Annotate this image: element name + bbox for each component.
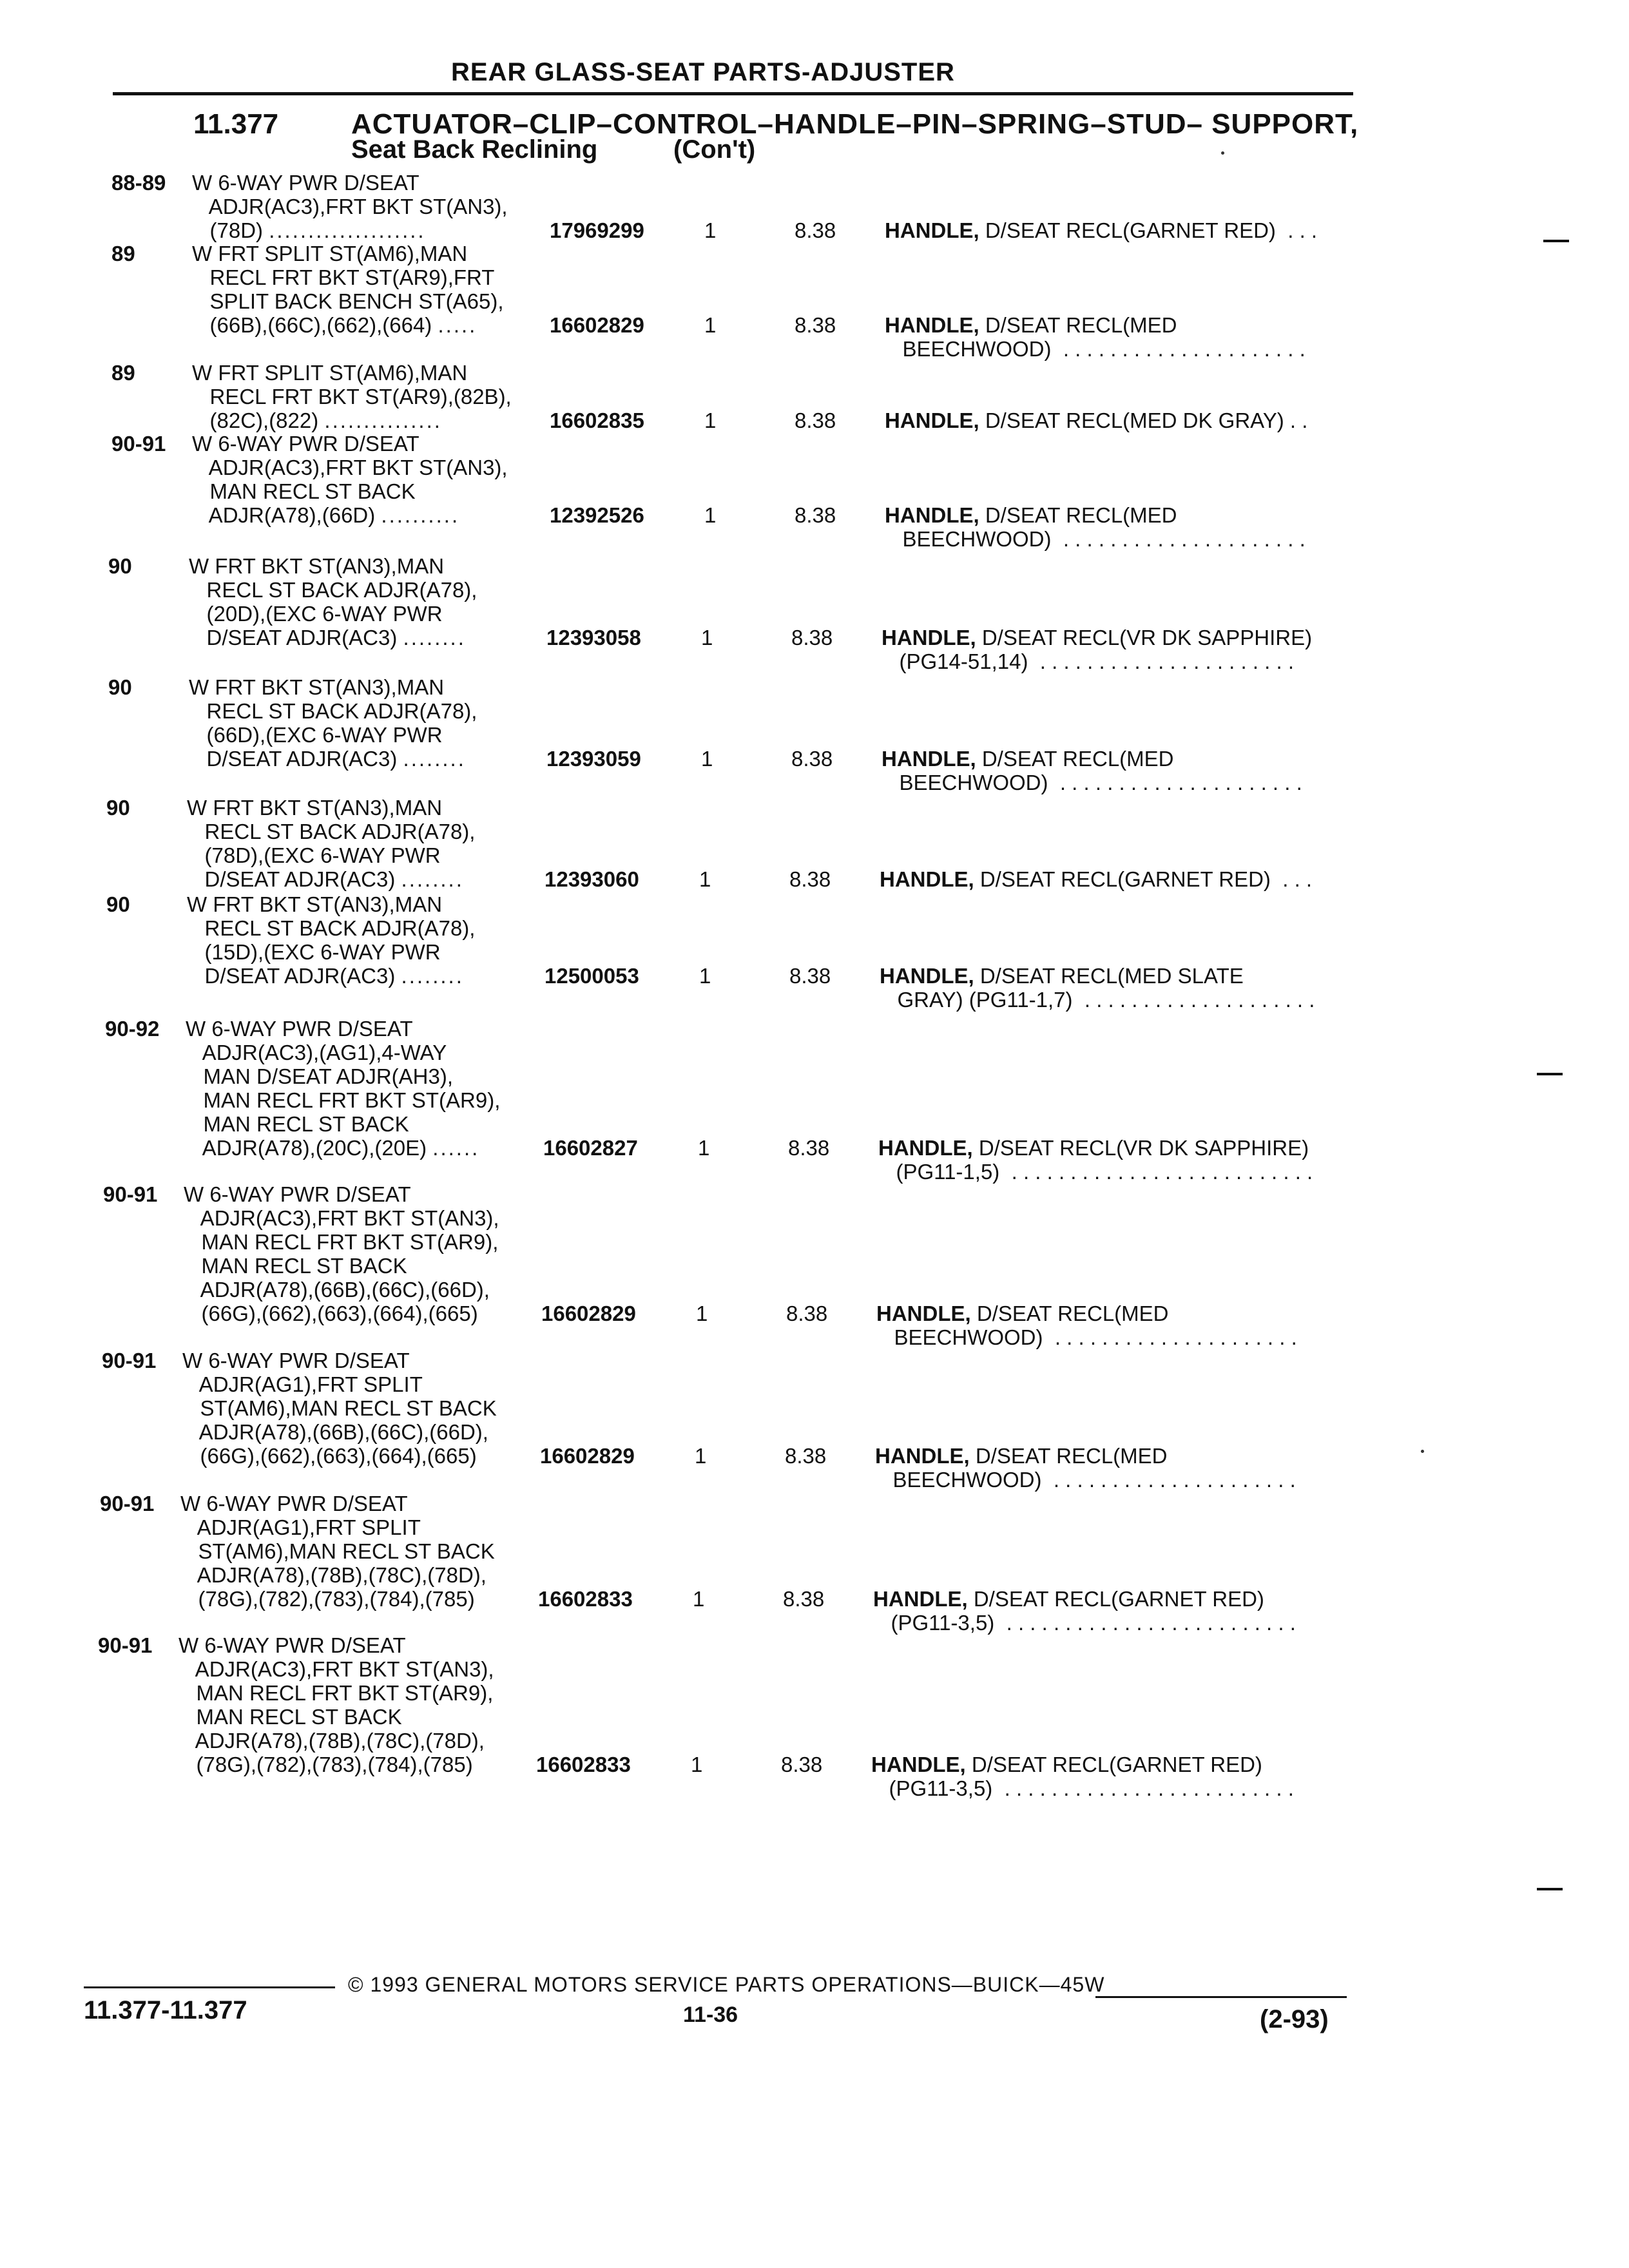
usage-line: [180, 1492, 657, 1515]
part-description: [880, 867, 1369, 891]
usage-line: [187, 916, 664, 940]
part-description: [876, 1302, 1366, 1349]
usage-line: [192, 242, 669, 265]
usage-text: W FRT SPLIT ST(AM6),MAN: [192, 361, 468, 385]
model-year: 88-89: [111, 171, 166, 195]
price: 8.38: [788, 1136, 830, 1160]
usage-line: [192, 385, 669, 408]
part-number: 16602833: [538, 1587, 633, 1611]
price: 8.38: [791, 626, 833, 649]
part-line: [880, 988, 1369, 1012]
part-name: HANDLE,: [875, 1444, 970, 1468]
part-number: 12392526: [550, 503, 644, 527]
part-detail: BEECHWOOD) . . . . . . . . . . . . . . . . . . . . .: [882, 771, 1302, 794]
dot-leader: ...............: [324, 408, 442, 432]
model-year: 89: [111, 242, 135, 265]
usage-line: [180, 1515, 657, 1539]
scan-speck: [1421, 1450, 1424, 1453]
part-detail: (PG11-3,5) . . . . . . . . . . . . . . . . . . . . . . . . .: [871, 1776, 1294, 1800]
price: 8.38: [795, 313, 836, 337]
part-line: [885, 218, 1374, 242]
part-number: 16602827: [543, 1136, 638, 1160]
usage-line: [186, 1041, 662, 1064]
usage-text: RECL FRT BKT ST(AR9),(82B),: [192, 385, 512, 408]
usage-text: ADJR(AC3),FRT BKT ST(AN3),: [184, 1206, 499, 1230]
quantity: 1: [693, 1587, 705, 1611]
usage-line: [189, 554, 666, 578]
quantity: 1: [704, 408, 717, 432]
usage-line: [189, 675, 666, 699]
dot-leader: ......: [432, 1136, 480, 1160]
model-year: 90-91: [100, 1492, 155, 1515]
part-detail: BEECHWOOD) . . . . . . . . . . . . . . . . . . . . .: [875, 1468, 1296, 1492]
model-year: 90: [108, 554, 132, 578]
usage-text: (15D),(EXC 6-WAY PWR: [187, 940, 441, 964]
margin-tick: [1537, 1888, 1563, 1890]
part-description: [882, 626, 1371, 673]
usage-text: (78D),(EXC 6-WAY PWR: [187, 843, 441, 867]
usage-text: ADJR(A78),(20C),(20E): [186, 1136, 427, 1160]
usage-text: D/SEAT ADJR(AC3): [189, 747, 398, 771]
usage-line: [187, 843, 664, 867]
part-line: [885, 408, 1374, 432]
usage-text: (78G),(782),(783),(784),(785): [180, 1587, 475, 1611]
footer-rule: [84, 1986, 335, 1988]
usage-line: [184, 1230, 660, 1254]
usage-line: [182, 1420, 659, 1444]
part-line: [880, 867, 1369, 891]
usage-text: (78D): [192, 218, 264, 242]
usage-text: RECL ST BACK ADJR(A78),: [187, 820, 476, 843]
usage-line: [189, 602, 666, 626]
part-line: [885, 313, 1374, 337]
part-detail: BEECHWOOD) . . . . . . . . . . . . . . . . . . . . .: [876, 1325, 1297, 1349]
usage-line: [187, 820, 664, 843]
model-year: 90: [106, 892, 130, 916]
part-description: [875, 1444, 1365, 1492]
part-detail: BEECHWOOD) . . . . . . . . . . . . . . . . . . . . .: [885, 337, 1306, 361]
usage-line: [192, 195, 669, 218]
usage-text: ST(AM6),MAN RECL ST BACK: [182, 1396, 497, 1420]
usage-text: W 6-WAY PWR D/SEAT: [192, 432, 419, 456]
part-description: [885, 408, 1374, 432]
part-detail: D/SEAT RECL(GARNET RED) . . .: [985, 218, 1318, 242]
usage-line: [186, 1064, 662, 1088]
part-detail: D/SEAT RECL(GARNET RED): [973, 1587, 1264, 1611]
usage-line: [192, 361, 669, 385]
usage-text: MAN RECL ST BACK: [186, 1112, 409, 1136]
part-name: HANDLE,: [882, 626, 976, 649]
usage-line: [178, 1705, 655, 1729]
usage-line: [192, 456, 669, 479]
dot-leader: ........: [401, 964, 464, 988]
part-line: [871, 1776, 1361, 1800]
usage-text: (20D),(EXC 6-WAY PWR: [189, 602, 443, 626]
part-detail: GRAY) (PG11-1,7) . . . . . . . . . . . . . . . . . . . .: [880, 988, 1315, 1012]
usage-text: D/SEAT ADJR(AC3): [187, 964, 396, 988]
model-year: 90: [106, 796, 130, 820]
usage-text: MAN RECL FRT BKT ST(AR9),: [184, 1230, 499, 1254]
scan-speck: [1221, 151, 1224, 155]
dot-leader: ..........: [381, 503, 460, 527]
quantity: 1: [691, 1753, 703, 1776]
usage-text: MAN RECL ST BACK: [192, 479, 416, 503]
part-line: [876, 1325, 1366, 1349]
usage-text: W 6-WAY PWR D/SEAT: [182, 1349, 410, 1372]
usage-line: [189, 578, 666, 602]
usage-line: [182, 1396, 659, 1420]
part-description: [885, 503, 1374, 551]
part-name: HANDLE,: [885, 408, 979, 432]
usage-line: [186, 1112, 662, 1136]
usage-text: MAN RECL FRT BKT ST(AR9),: [186, 1088, 501, 1112]
usage-line: [187, 796, 664, 820]
part-detail: D/SEAT RECL(GARNET RED) . . .: [979, 867, 1313, 891]
model-year: 90-92: [105, 1017, 160, 1041]
usage-text: ADJR(A78),(66B),(66C),(66D),: [182, 1420, 488, 1444]
usage-text: ADJR(A78),(66B),(66C),(66D),: [184, 1278, 490, 1302]
part-name: HANDLE,: [885, 503, 979, 527]
usage-text: D/SEAT ADJR(AC3): [187, 867, 396, 891]
usage-line: [184, 1254, 660, 1278]
section-range: 11.377-11.377: [84, 1996, 247, 2024]
page-title: REAR GLASS-SEAT PARTS-ADJUSTER: [451, 58, 955, 86]
margin-tick: [1543, 240, 1569, 242]
quantity: 1: [701, 626, 713, 649]
model-year: 90-91: [103, 1182, 158, 1206]
part-description: [880, 964, 1369, 1012]
part-detail: (PG11-1,5) . . . . . . . . . . . . . . . . . . . . . . . . . .: [878, 1160, 1313, 1184]
quantity: 1: [699, 867, 711, 891]
part-detail: D/SEAT RECL(GARNET RED): [971, 1753, 1262, 1776]
usage-line: [192, 171, 669, 195]
part-detail: (PG14-51,14) . . . . . . . . . . . . . . . . . . . . . .: [882, 649, 1295, 673]
part-detail: D/SEAT RECL(MED: [975, 1444, 1168, 1468]
usage-line: [180, 1539, 657, 1563]
usage-text: W 6-WAY PWR D/SEAT: [178, 1633, 406, 1657]
model-year: 90-91: [98, 1633, 153, 1657]
part-number: 16602829: [540, 1444, 635, 1468]
usage-text: (82C),(822): [192, 408, 319, 432]
usage-text: W 6-WAY PWR D/SEAT: [192, 171, 419, 195]
part-description: [873, 1587, 1363, 1635]
price: 8.38: [781, 1753, 823, 1776]
quantity: 1: [698, 1136, 710, 1160]
continued-label: (Con't): [673, 135, 756, 164]
part-detail: D/SEAT RECL(MED DK GRAY) . .: [985, 408, 1308, 432]
price: 8.38: [791, 747, 833, 771]
part-detail: BEECHWOOD) . . . . . . . . . . . . . . . . . . . . .: [885, 527, 1306, 551]
dot-leader: .....: [438, 313, 477, 337]
price: 8.38: [795, 218, 836, 242]
page-number: 11-36: [683, 2003, 738, 2027]
usage-line: [192, 289, 669, 313]
footer-rule: [1095, 1996, 1347, 1998]
usage-text: ADJR(AC3),FRT BKT ST(AN3),: [192, 456, 508, 479]
quantity: 1: [699, 964, 711, 988]
part-description: [885, 313, 1374, 361]
usage-text: RECL ST BACK ADJR(A78),: [189, 699, 477, 723]
part-line: [875, 1444, 1365, 1468]
revision-date: (2-93): [1260, 2005, 1329, 2033]
part-line: [885, 503, 1374, 527]
part-line: [875, 1468, 1365, 1492]
usage-line: [178, 1633, 655, 1657]
part-name: HANDLE,: [880, 964, 974, 988]
part-line: [885, 337, 1374, 361]
part-name: HANDLE,: [885, 313, 979, 337]
usage-line: [189, 723, 666, 747]
usage-line: [187, 892, 664, 916]
part-detail: D/SEAT RECL(MED: [981, 747, 1174, 771]
quantity: 1: [704, 218, 717, 242]
usage-line: [192, 479, 669, 503]
usage-line: [182, 1372, 659, 1396]
usage-line: [192, 265, 669, 289]
part-line: [882, 649, 1371, 673]
part-line: [878, 1160, 1368, 1184]
usage-text: MAN D/SEAT ADJR(AH3),: [186, 1064, 454, 1088]
model-year: 89: [111, 361, 135, 385]
usage-line: [178, 1681, 655, 1705]
part-name: HANDLE,: [871, 1753, 966, 1776]
quantity: 1: [704, 313, 717, 337]
dot-leader: ........: [403, 747, 466, 771]
usage-line: [192, 432, 669, 456]
quantity: 1: [701, 747, 713, 771]
usage-line: [187, 940, 664, 964]
part-line: [882, 626, 1371, 649]
usage-line: [189, 699, 666, 723]
part-description: [878, 1136, 1368, 1184]
usage-text: W 6-WAY PWR D/SEAT: [186, 1017, 413, 1041]
usage-text: SPLIT BACK BENCH ST(A65),: [192, 289, 504, 313]
usage-text: ADJR(AG1),FRT SPLIT: [180, 1515, 421, 1539]
part-number: 16602829: [550, 313, 644, 337]
part-detail: D/SEAT RECL(VR DK SAPPHIRE): [978, 1136, 1309, 1160]
usage-text: ADJR(A78),(78B),(78C),(78D),: [180, 1563, 487, 1587]
part-number: 12393059: [546, 747, 641, 771]
usage-text: W FRT BKT ST(AN3),MAN: [187, 796, 443, 820]
section-subtitle: Seat Back Reclining: [351, 135, 598, 164]
usage-text: RECL FRT BKT ST(AR9),FRT: [192, 265, 495, 289]
part-description: [882, 747, 1371, 794]
quantity: 1: [695, 1444, 707, 1468]
part-name: HANDLE,: [880, 867, 974, 891]
model-year: 90: [108, 675, 132, 699]
usage-text: RECL ST BACK ADJR(A78),: [187, 916, 476, 940]
usage-text: ST(AM6),MAN RECL ST BACK: [180, 1539, 495, 1563]
part-number: 16602835: [550, 408, 644, 432]
part-line: [878, 1136, 1368, 1160]
usage-text: (66D),(EXC 6-WAY PWR: [189, 723, 443, 747]
part-line: [876, 1302, 1366, 1325]
usage-text: MAN RECL FRT BKT ST(AR9),: [178, 1681, 494, 1705]
usage-line: [178, 1657, 655, 1681]
part-description: [871, 1753, 1361, 1800]
part-detail: D/SEAT RECL(VR DK SAPPHIRE): [981, 626, 1313, 649]
usage-text: (66G),(662),(663),(664),(665): [184, 1302, 478, 1325]
price: 8.38: [795, 503, 836, 527]
usage-text: W 6-WAY PWR D/SEAT: [180, 1492, 408, 1515]
price: 8.38: [783, 1587, 825, 1611]
usage-text: W FRT SPLIT ST(AM6),MAN: [192, 242, 468, 265]
part-description: [885, 218, 1374, 242]
part-name: HANDLE,: [882, 747, 976, 771]
part-line: [873, 1587, 1363, 1611]
usage-text: W FRT BKT ST(AN3),MAN: [187, 892, 443, 916]
part-name: HANDLE,: [878, 1136, 973, 1160]
price: 8.38: [789, 964, 831, 988]
usage-line: [186, 1088, 662, 1112]
usage-text: ADJR(A78),(66D): [192, 503, 376, 527]
usage-line: [186, 1017, 662, 1041]
part-line: [873, 1611, 1363, 1635]
usage-line: [184, 1278, 660, 1302]
part-detail: D/SEAT RECL(MED: [985, 503, 1177, 527]
usage-line: [184, 1182, 660, 1206]
part-number: 12500053: [545, 964, 639, 988]
part-detail: D/SEAT RECL(MED: [985, 313, 1177, 337]
section-title: ACTUATOR–CLIP–CONTROL–HANDLE–PIN–SPRING–STUD– SUPPORT,: [351, 108, 1359, 140]
part-line: [882, 771, 1371, 794]
header-rule: [113, 92, 1353, 95]
price: 8.38: [789, 867, 831, 891]
usage-text: MAN RECL ST BACK: [184, 1254, 407, 1278]
usage-text: W FRT BKT ST(AN3),MAN: [189, 554, 445, 578]
model-year: 90-91: [102, 1349, 157, 1372]
usage-line: [184, 1206, 660, 1230]
part-number: 16602829: [541, 1302, 636, 1325]
part-number: 12393060: [545, 867, 639, 891]
usage-text: (66G),(662),(663),(664),(665): [182, 1444, 477, 1468]
part-number: 12393058: [546, 626, 641, 649]
dot-leader: ....................: [269, 218, 426, 242]
usage-text: W 6-WAY PWR D/SEAT: [184, 1182, 411, 1206]
part-name: HANDLE,: [873, 1587, 968, 1611]
usage-text: RECL ST BACK ADJR(A78),: [189, 578, 477, 602]
section-number: 11.377: [193, 108, 279, 140]
dot-leader: ........: [403, 626, 466, 649]
part-detail: D/SEAT RECL(MED: [976, 1302, 1169, 1325]
part-line: [882, 747, 1371, 771]
quantity: 1: [704, 503, 717, 527]
usage-text: (78G),(782),(783),(784),(785): [178, 1753, 473, 1776]
price: 8.38: [795, 408, 836, 432]
price: 8.38: [786, 1302, 828, 1325]
price: 8.38: [785, 1444, 827, 1468]
dot-leader: ........: [401, 867, 464, 891]
copyright-notice: © 1993 GENERAL MOTORS SERVICE PARTS OPERATIONS—BUICK—45W: [348, 1973, 1105, 1996]
part-name: HANDLE,: [876, 1302, 971, 1325]
usage-text: MAN RECL ST BACK: [178, 1705, 402, 1729]
part-line: [880, 964, 1369, 988]
usage-line: [180, 1563, 657, 1587]
part-detail: (PG11-3,5) . . . . . . . . . . . . . . . . . . . . . . . . .: [873, 1611, 1296, 1635]
usage-text: ADJR(AG1),FRT SPLIT: [182, 1372, 423, 1396]
part-line: [885, 527, 1374, 551]
usage-text: W FRT BKT ST(AN3),MAN: [189, 675, 445, 699]
usage-line: [178, 1729, 655, 1753]
model-year: 90-91: [111, 432, 166, 456]
part-number: 16602833: [536, 1753, 631, 1776]
margin-tick: [1537, 1073, 1563, 1075]
usage-text: ADJR(AC3),FRT BKT ST(AN3),: [178, 1657, 494, 1681]
usage-text: (66B),(66C),(662),(664): [192, 313, 432, 337]
usage-text: ADJR(AC3),FRT BKT ST(AN3),: [192, 195, 508, 218]
usage-text: ADJR(AC3),(AG1),4-WAY: [186, 1041, 447, 1064]
part-number: 17969299: [550, 218, 644, 242]
usage-text: ADJR(A78),(78B),(78C),(78D),: [178, 1729, 485, 1753]
usage-line: [182, 1349, 659, 1372]
usage-text: D/SEAT ADJR(AC3): [189, 626, 398, 649]
part-line: [871, 1753, 1361, 1776]
part-detail: D/SEAT RECL(MED SLATE: [979, 964, 1244, 988]
part-name: HANDLE,: [885, 218, 979, 242]
quantity: 1: [696, 1302, 708, 1325]
